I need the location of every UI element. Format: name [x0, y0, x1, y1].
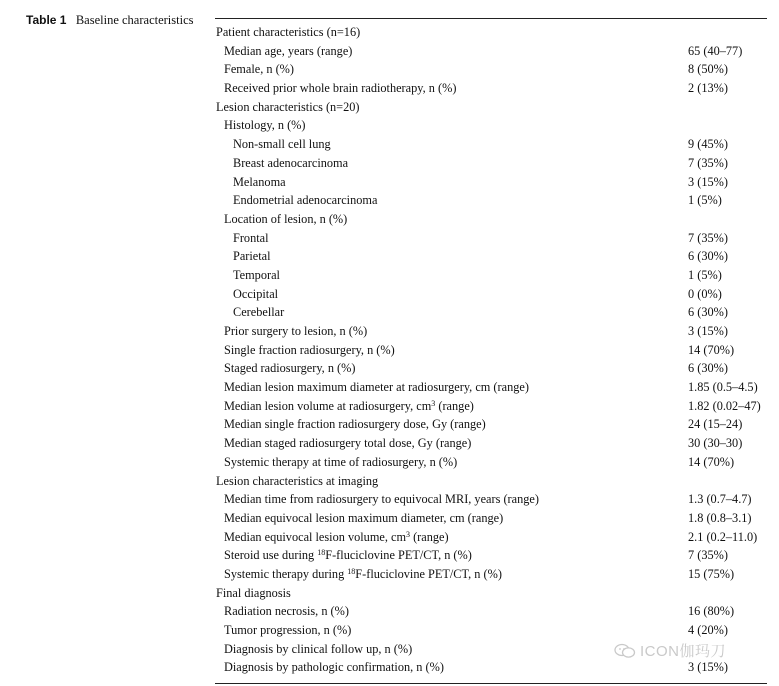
row-label: Radiation necrosis, n (%) [224, 604, 349, 619]
section-header-row [215, 584, 775, 603]
table-row [215, 509, 775, 528]
row-value: 3 (15%) [688, 174, 728, 189]
row-label: Non-small cell lung [233, 137, 331, 152]
row-label: Patient characteristics (n=16) [216, 25, 361, 39]
row-label: Diagnosis by clinical follow up, n (%) [224, 641, 413, 656]
table-row [215, 247, 775, 266]
row-value: 7 (35%) [688, 548, 728, 563]
table-caption [26, 13, 194, 28]
row-label: Median time from radiosurgery to equivocal MRI, years (range) [224, 492, 539, 507]
table-row [215, 191, 775, 210]
table-row [215, 415, 775, 434]
table-row [215, 378, 775, 397]
wechat-icon [614, 643, 636, 659]
row-value: 1.3 (0.7–4.7) [688, 492, 752, 507]
table-number: Table 1 [26, 13, 67, 27]
row-value: 4 (20%) [688, 623, 728, 637]
row-label: Single fraction radiosurgery, n (%) [224, 342, 395, 357]
row-label: Staged radiosurgery, n (%) [224, 361, 356, 376]
row-label: Tumor progression, n (%) [224, 623, 352, 637]
row-label: Median staged radiosurgery total dose, Gy (range) [224, 436, 472, 451]
row-value: 2.1 (0.2–11.0) [688, 529, 758, 544]
row-value: 30 (30–30) [688, 436, 743, 451]
table-row [215, 528, 775, 547]
row-label: Median equivocal lesion volume, $cm^3$ (range) [224, 529, 449, 544]
row-value: 2 (13%) [688, 81, 728, 96]
row-label: Location of lesion, n (%) [224, 211, 348, 226]
table-row [215, 565, 775, 584]
row-value: 8 (50%) [688, 62, 728, 77]
table-row [215, 658, 775, 677]
table-title: Baseline characteristics [75, 13, 194, 27]
row-value: 1.85 (0.5–4.5) [688, 380, 758, 395]
section-header-row [215, 23, 775, 42]
row-value: 1.82 (0.02–47) [688, 398, 761, 413]
table-row [215, 266, 775, 285]
row-value: 1.8 (0.8–3.1) [688, 510, 752, 525]
row-value: 14 (70%) [688, 454, 735, 469]
row-label: Systemic therapy at time of radiosurgery, n (%) [224, 454, 458, 469]
table-row [215, 434, 775, 453]
row-value: 3 (15%) [688, 324, 728, 338]
row-value: 1 (5%) [688, 267, 722, 282]
row-value: 6 (30%) [688, 361, 728, 376]
row-label: Final diagnosis [216, 585, 291, 600]
row-value: 1 (5%) [688, 193, 722, 208]
row-label: Steroid use during $^{18}$F-fluciclovine PET/CT, n (%) [224, 548, 472, 563]
table-row [215, 154, 775, 173]
row-label: Diagnosis by pathologic confirmation, n (%) [224, 660, 444, 675]
table-row [215, 285, 775, 304]
row-value: 3 (15%) [688, 660, 728, 675]
row-label: Median lesion maximum diameter at radiosurgery, cm (range) [224, 380, 529, 395]
row-value: 7 (35%) [688, 155, 728, 170]
row-value: 24 (15–24) [688, 417, 743, 432]
row-label: Lesion characteristics (n=20) [216, 99, 360, 114]
row-label: Median equivocal lesion maximum diameter, cm (range) [224, 510, 504, 525]
section-header-row [215, 472, 775, 491]
table-row [215, 397, 775, 416]
row-label: Parietal [233, 249, 271, 264]
row-label: Histology, n (%) [224, 118, 306, 133]
table-row [215, 490, 775, 509]
table-row [215, 453, 775, 472]
table-row [215, 42, 775, 61]
row-label: Endometrial adenocarcinoma [233, 193, 378, 208]
table-row [215, 322, 775, 341]
row-value: 65 (40–77) [688, 43, 743, 58]
row-label: Prior surgery to lesion, n (%) [224, 324, 368, 338]
row-value: 15 (75%) [688, 566, 735, 581]
watermark [614, 640, 726, 661]
row-label: Received prior whole brain radiotherapy, n (%) [224, 81, 457, 96]
table-row [215, 79, 775, 98]
top-rule [215, 18, 767, 19]
row-value: 6 (30%) [688, 305, 728, 320]
row-value: 0 (0%) [688, 286, 722, 301]
row-label: Median age, years (range) [224, 43, 353, 58]
row-label: Systemic therapy during $^{18}$F-fluciclovine PET/CT, n (%) [224, 566, 502, 581]
subsection-header-row [215, 116, 775, 135]
table-row [215, 341, 775, 360]
row-label: Melanoma [233, 174, 286, 189]
table-row [215, 602, 775, 621]
section-header-row [215, 98, 775, 117]
row-label: Cerebellar [233, 305, 285, 320]
row-label: Median single fraction radiosurgery dose, Gy (range) [224, 417, 486, 432]
table-row [215, 173, 775, 192]
row-label: Frontal [233, 230, 269, 245]
baseline-table [215, 23, 775, 677]
row-value: 6 (30%) [688, 249, 728, 264]
row-label: Lesion characteristics at imaging [216, 473, 379, 488]
watermark-text: ICON伽玛刀 [640, 643, 727, 660]
bottom-rule [215, 683, 767, 684]
row-value: 16 (80%) [688, 604, 735, 619]
table-row [215, 621, 775, 640]
table-row [215, 546, 775, 565]
row-label: Breast adenocarcinoma [233, 155, 349, 170]
row-value: 14 (70%) [688, 342, 735, 357]
row-label: Occipital [233, 286, 279, 301]
row-label: Temporal [233, 267, 280, 282]
row-value: 9 (45%) [688, 137, 728, 152]
table-row [215, 359, 775, 378]
row-label: Median lesion volume at radiosurgery, $cm^3$ (range) [224, 398, 474, 413]
table-row [215, 135, 775, 154]
row-value: 7 (35%) [688, 230, 728, 245]
table-row [215, 303, 775, 322]
table-row [215, 60, 775, 79]
subsection-header-row [215, 210, 775, 229]
table-row [215, 229, 775, 248]
row-label: Female, n (%) [224, 62, 294, 77]
